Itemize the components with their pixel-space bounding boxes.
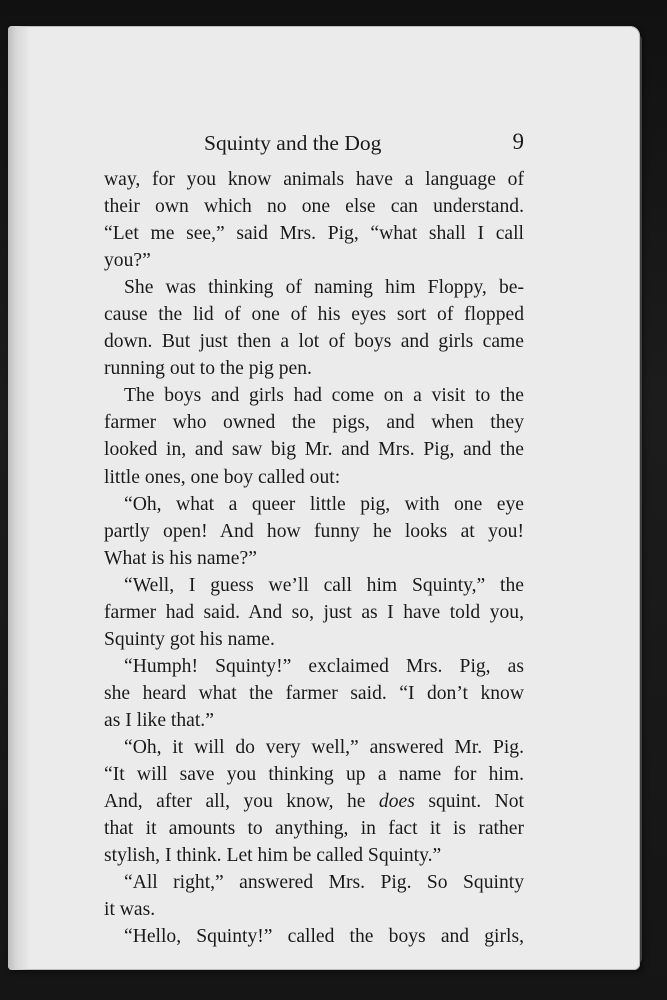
text-line: Squinty got his name. [104, 628, 275, 650]
page-gutter-shadow [8, 26, 30, 970]
text-fragment: squint. Not [414, 791, 524, 813]
text-line: What is his name?” [104, 547, 257, 569]
text-line: their own which no one else can understand. [104, 196, 524, 218]
text-line: farmer who owned the pigs, and when they [104, 412, 524, 434]
paragraph [104, 653, 524, 734]
paragraph [104, 572, 524, 653]
text-line: way, for you know animals have a language of [104, 169, 524, 190]
text-line: “All right,” answered Mrs. Pig. So Squinty [124, 872, 524, 894]
text-line: “Well, I guess we’ll call him Squinty,” the [124, 574, 524, 596]
text-line: “Oh, what a queer little pig, with one eye [124, 493, 524, 515]
running-head [100, 128, 524, 160]
paragraph [104, 274, 524, 382]
text-line: She was thinking of naming him Floppy, be- [124, 277, 524, 299]
text-line: “It will save you thinking up a name for him. [104, 764, 524, 786]
text-line: you?” [104, 250, 151, 272]
text-line: looked in, and saw big Mr. and Mrs. Pig, and the [104, 439, 524, 461]
text-line: down. But just then a lot of boys and girls came [104, 331, 524, 353]
text-line: stylish, I think. Let him be called Squinty.” [104, 845, 442, 867]
paragraph [104, 923, 524, 950]
paragraph [104, 382, 524, 490]
text-line-with-emphasis [104, 788, 524, 815]
body-text [104, 166, 524, 950]
text-line: it was. [104, 899, 156, 921]
text-line: she heard what the farmer said. “I don’t know [104, 682, 524, 704]
text-line: farmer had said. And so, just as I have told you, [104, 601, 524, 623]
paragraph [104, 166, 524, 274]
paragraph [104, 734, 524, 869]
text-line: cause the lid of one of his eyes sort of flopped [104, 304, 524, 326]
text-line: partly open! And how funny he looks at you! [104, 520, 524, 542]
text-line: “Oh, it will do very well,” answered Mr. Pig. [124, 736, 524, 758]
text-line: little ones, one boy called out: [104, 466, 341, 488]
text-line: “Let me see,” said Mrs. Pig, “what shall I call [104, 223, 524, 245]
emphasized-word: does [378, 791, 415, 813]
text-line: that it amounts to anything, in fact it is rather [104, 818, 524, 840]
text-line: running out to the pig pen. [104, 358, 312, 380]
page-number: 9 [512, 129, 524, 154]
text-line: as I like that.” [104, 709, 214, 731]
text-line: “Humph! Squinty!” exclaimed Mrs. Pig, as [124, 655, 524, 677]
text-line: “Hello, Squinty!” called the boys and girls, [124, 926, 524, 948]
text-fragment: And, after all, you know, he [104, 791, 379, 813]
text-line: The boys and girls had come on a visit to the [124, 385, 524, 407]
running-title: Squinty and the Dog [204, 131, 382, 155]
paragraph [104, 491, 524, 572]
paragraph [104, 869, 524, 923]
